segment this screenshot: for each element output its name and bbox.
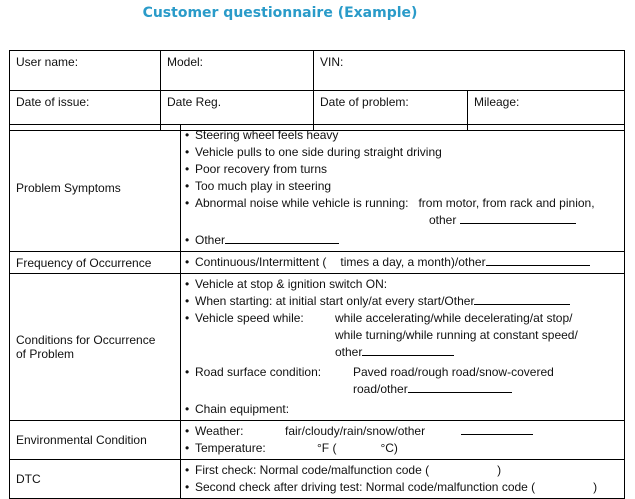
checkbox-item[interactable]: • Poor recovery from turns — [185, 162, 328, 176]
dtc-row — [10, 460, 625, 499]
date-reg-field[interactable]: Date Reg. — [161, 91, 314, 131]
road-other-blank[interactable] — [408, 382, 512, 393]
conditions-content: • Vehicle at stop & ignition switch ON: • When starting: at initial start only/at every start/Other • Vehicle speed while: while accelerating/while decelerating/at stop/ while turning/while running at constant speed/ other • Road surface condition: Paved road/rough road/snow-covered road/other • Chain equipment: — [181, 274, 625, 421]
date-of-problem-field[interactable]: Date of problem: — [314, 91, 468, 131]
checkbox-item[interactable]: • Chain equipment: — [185, 402, 290, 416]
conditions-label: Conditions for Occurrence of Problem — [10, 274, 181, 421]
vin-field[interactable]: VIN: — [314, 51, 625, 91]
user-name-field[interactable]: User name: — [10, 51, 161, 91]
checkbox-item[interactable]: • Vehicle speed while: while accelerating/while decelerating/at stop/ — [185, 311, 573, 325]
frequency-other-blank[interactable] — [486, 255, 590, 266]
checkbox-item[interactable]: • First check: Normal code/malfunction code ( ) — [185, 463, 502, 477]
checkbox-item[interactable]: • Temperature: °F ( °C) — [185, 441, 398, 455]
noise-other-blank[interactable] — [460, 213, 576, 224]
page-title: Customer questionnaire (Example) — [142, 5, 418, 21]
dtc-label: DTC — [10, 460, 181, 499]
checkbox-item[interactable]: • Weather: fair/cloudy/rain/snow/other — [185, 423, 620, 440]
conditions-row — [10, 274, 625, 421]
speed-other-blank[interactable] — [362, 345, 454, 356]
mileage-field[interactable]: Mileage: — [468, 91, 625, 131]
environment-row — [10, 421, 625, 460]
environment-label: Environmental Condition — [10, 421, 181, 460]
symptom-other-blank[interactable] — [225, 233, 339, 244]
frequency-row — [10, 252, 625, 274]
checkbox-item[interactable]: • Vehicle at stop & ignition switch ON: — [185, 277, 388, 291]
environment-content — [181, 421, 625, 460]
checkbox-item[interactable]: • Vehicle pulls to one side during straight driving — [185, 145, 442, 159]
header-table — [9, 50, 625, 131]
dtc-content — [181, 460, 625, 499]
checkbox-item[interactable]: • Steering wheel feels heavy — [185, 128, 339, 142]
frequency-label: Frequency of Occurrence — [10, 252, 181, 274]
weather-other-blank[interactable] — [461, 424, 533, 435]
frequency-options[interactable]: • Continuous/Intermittent ( times a day, a month)/other — [185, 254, 620, 271]
questionnaire-table — [9, 124, 625, 499]
checkbox-item[interactable]: • When starting: at initial start only/at every start/Other — [185, 293, 620, 310]
checkbox-item[interactable]: • Road surface condition: Paved road/rough road/snow-covered — [185, 365, 554, 379]
date-of-issue-field[interactable]: Date of issue: — [10, 91, 161, 131]
symptoms-content: • Steering wheel feels heavy • Vehicle pulls to one side during straight driving • Poor recovery from turns • Too much play in steering • Abnormal noise while vehicle is running: from motor, from rack and pinion, other • Other — [181, 125, 625, 252]
model-field[interactable]: Model: — [161, 51, 314, 91]
symptoms-label: Problem Symptoms — [10, 125, 181, 252]
checkbox-item[interactable]: • Too much play in steering — [185, 179, 332, 193]
checkbox-item[interactable]: • Abnormal noise while vehicle is running: from motor, from rack and pinion, — [185, 196, 595, 210]
frequency-content — [181, 252, 625, 274]
starting-other-blank[interactable] — [474, 294, 570, 305]
checkbox-item[interactable]: • Other — [185, 232, 620, 249]
symptoms-row — [10, 125, 625, 252]
checkbox-item[interactable]: • Second check after driving test: Normal code/malfunction code ( ) — [185, 480, 598, 494]
